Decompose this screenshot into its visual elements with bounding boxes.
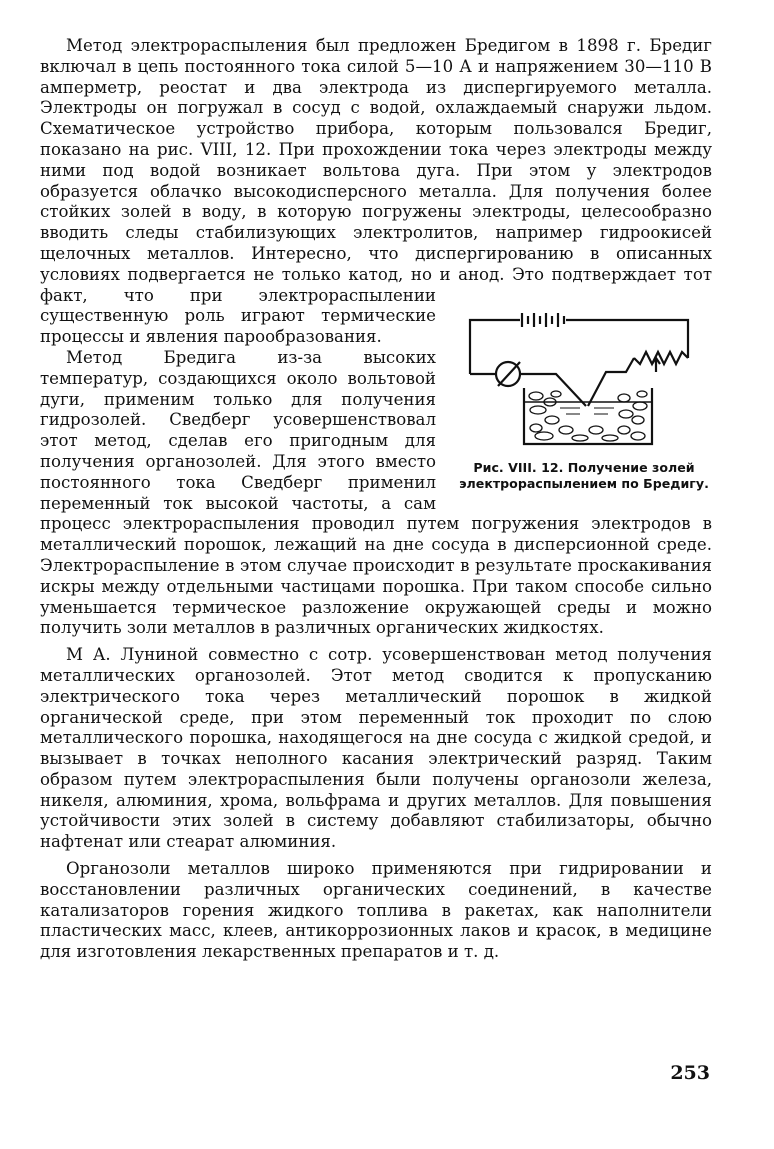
paragraph-2: Метод Бредига из-за высоких температур, создающихся около вольтовой дуги, применим только для получения гидрозолей. Сведберг усовершенствовал этот метод, сделав его пригодным для получения органозолей. Для этого вместо постоянного тока Сведберг применил переменный ток высокой частоты, а сам процесс электрораспыления проводил путем погружения электродов в металлический порошок, лежащий на дне сосуда в дисперсионной среде. Электрораспыление в этом случае происходит в результате проскакивания искры между отдельными частицами порошка. При таком способе сильно уменьшается термическое разложение окружающей среды и можно получить золи металлов в различных органических жидкостях. — [40, 347, 712, 638]
paragraph-3: М А. Луниной совместно с сотр. усовершенствован метод получения металлических органозолей. Этот метод сводится к пропусканию электрического тока через металлический порошок в жидкой органической среде, при этом переменный ток проходит по слою металлического порошка, находящегося на дне сосуда с жидкой средой, и вызывает в точках неполного касания электрический разряд. Таким образом путем электрораспыления были получены органозоли железа, никеля, алюминия, хрома, вольфрама и других металлов. Для повышения устойчивости этих золей в систему добавляют стабилизаторы, обычно нафтенат или стеарат алюминия. — [40, 645, 712, 852]
paragraph-4: Органозоли металлов широко применяются при гидрировании и восстановлении различных органических соединений, в качестве катализаторов горения жидкого топлива в ракетах, как наполнители пластических масс, клеев, антикоррозионных лаков и красок, в медицине для изготовления лекарственных препаратов и т. д. — [40, 859, 712, 962]
bredig-apparatus-diagram — [456, 306, 706, 454]
page-text — [40, 36, 712, 963]
paragraph-1: Метод электрораспыления был предложен Бредигом в 1898 г. Бредиг включал в цепь постоянного тока силой 5—10 А и напряжением 30—110 В амперметр, реостат и два электрода из диспергируемого металла. Электроды он погружал в сосуд с водой, охлаждаемый снаружи льдом. Схематическое устройство прибора, которым пользовался Бредиг, показано на рис. VIII, 12. При прохождении тока через электроды между ними под водой возникает вольтова дуга. При этом у электродов образуется облачко высокодисперсного металла. Для получения более стойких золей в воду, в которую погружены электроды, целесообразно вводить следы стабилизующих электролитов, например гидроокисей щелочных металлов. Интересно, что диспергированию в описанных условиях подвергается не только катод, но и анод. Это подтверждает тот факт, что при электрораспылении существенную роль играют термические процессы и явления парообразования. — [40, 36, 712, 347]
figure-caption: Рис. VIII. 12. Получение золей электрораспылением по Бредигу. — [459, 460, 709, 491]
page-number: 253 — [670, 1062, 710, 1084]
figure-bredig-apparatus — [450, 306, 712, 492]
